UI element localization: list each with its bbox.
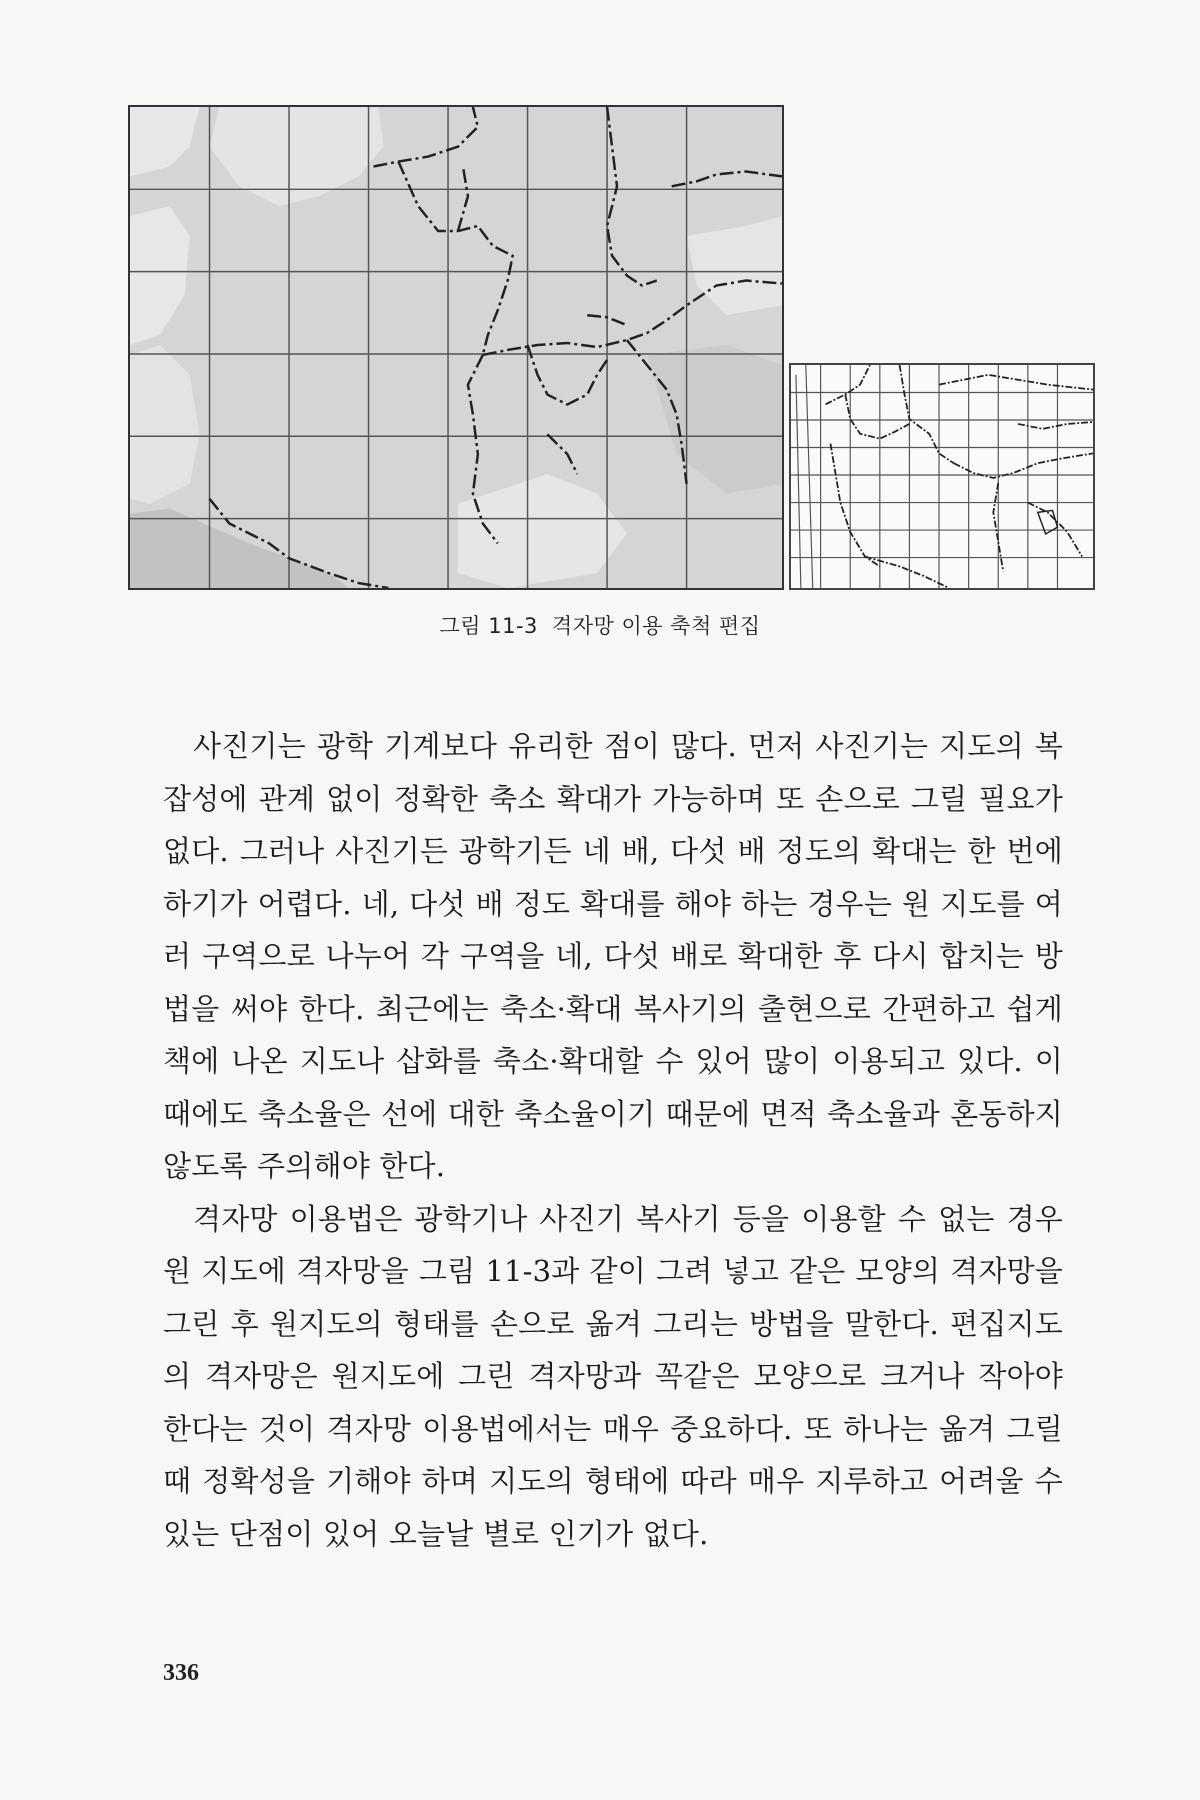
land-region-light (130, 345, 200, 504)
land-region-light (210, 107, 384, 206)
border-lines (826, 365, 1093, 588)
grid-lines (791, 365, 1093, 588)
paragraph: 격자망 이용법은 광학기나 사진기 복사기 등을 이용할 수 없는 경우 원 지도에 격자망을 그림 11-3과 같이 그려 넣고 같은 모양의 격자망을 그린 후 원지도의 형태를 손으로 옮겨 그리는 방법을 말한다. 편집지도의 격자망은 원지도에 그린 격자망과 꼭같은 모양으로 크거나 작아야 한다는 것이 격자망 이용법에서는 매우 중요하다. 또 하나는 옮겨 그릴 때 정확성을 기해야 하며 지도의 형태에 따라 매우 지루하고 어려울 수 있는 단점이 있어 오늘날 별로 인기가 없다. (163, 1201, 1063, 1551)
large-grid-map (128, 105, 784, 590)
figure-caption (0, 610, 1200, 640)
distorted-grid-lines (796, 365, 813, 588)
land-region-light (458, 474, 627, 588)
land-region-light (687, 216, 782, 315)
body-text (163, 720, 1063, 1560)
large-map-drawing (130, 107, 782, 588)
sea-region-dark (647, 345, 782, 494)
page-number: 336 (163, 1660, 199, 1686)
paragraph: 사진기는 광학 기계보다 유리한 점이 많다. 먼저 사진기는 지도의 복잡성에 관계 없이 정확한 축소 확대가 가능하며 또 손으로 그릴 필요가 없다. 그러나 사진기든 광학기든 네 배, 다섯 배 정도의 확대는 한 번에 하기가 어렵다. 네, 다섯 배 정도 확대를 해야 하는 경우는 원 지도를 여러 구역으로 나누어 각 구역을 네, 다섯 배로 확대한 후 다시 합치는 방법을 써야 한다. 최근에는 축소·확대 복사기의 출현으로 간편하고 쉽게 책에 나온 지도나 삽화를 축소·확대할 수 있어 많이 이용되고 있다. 이때에도 축소율은 선에 대한 축소율이기 때문에 면적 축소율과 혼동하지 않도록 주의해야 한다. (163, 729, 1063, 1183)
small-grid-map (789, 363, 1095, 590)
land-region-light (130, 206, 190, 345)
caption-text: 격자망 이용 축척 편집 (551, 614, 761, 638)
sea-region-dark (130, 509, 349, 588)
grid-lines (130, 107, 782, 588)
small-map-drawing (791, 365, 1093, 588)
caption-number: 그림 11-3 (439, 614, 538, 638)
figure-11-3 (120, 95, 1105, 595)
land-region-light (130, 107, 200, 176)
